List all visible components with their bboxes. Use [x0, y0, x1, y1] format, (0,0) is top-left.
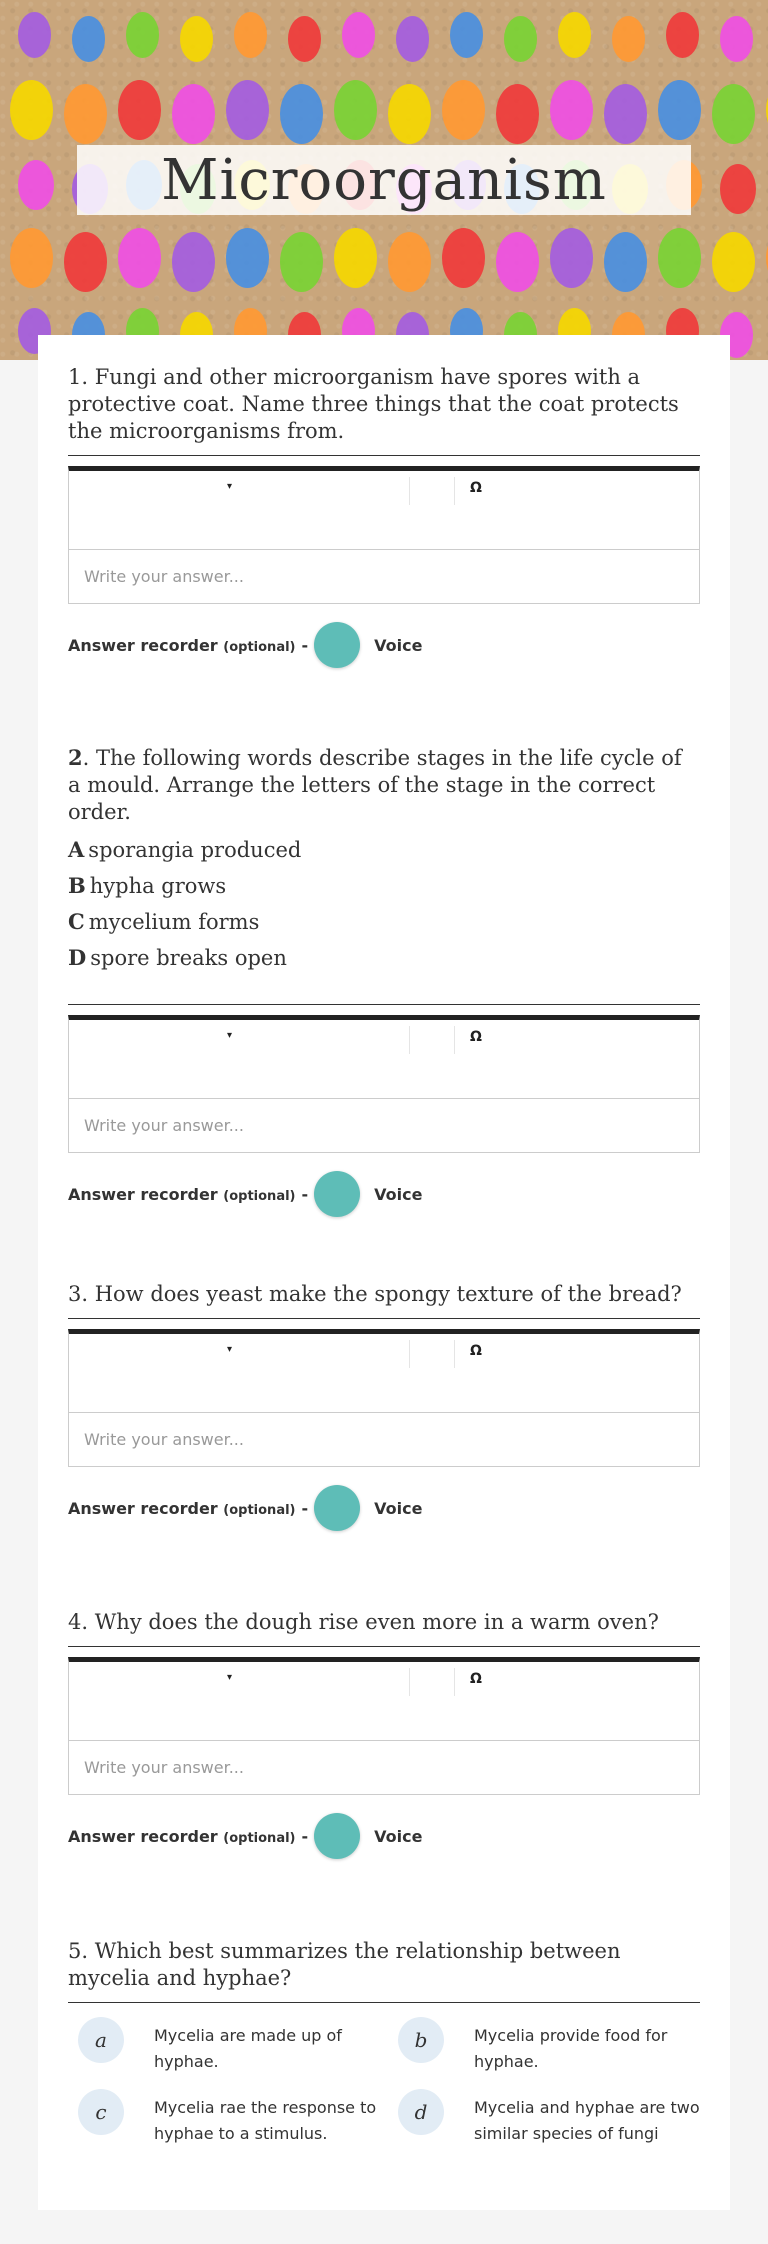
choice-text: Mycelia are made up of hyphae. — [154, 2026, 342, 2071]
question-1 — [68, 364, 700, 668]
banner-dot — [658, 228, 701, 288]
choice-grid — [68, 2017, 700, 2147]
banner-dot — [342, 12, 375, 58]
banner-dot — [550, 80, 593, 140]
recorder-label: Answer recorder (optional) — [68, 1498, 296, 1518]
banner-dot — [226, 228, 269, 288]
banner-dot — [612, 16, 645, 62]
banner-dot — [172, 232, 215, 292]
answer-editor-3[interactable] — [68, 1329, 700, 1467]
dropdown-caret-icon[interactable]: ▾ — [227, 1672, 233, 1683]
recorder-label: Answer recorder (optional) — [68, 1184, 296, 1204]
dropdown-caret-icon[interactable]: ▾ — [227, 1344, 233, 1355]
banner-dot — [280, 84, 323, 144]
choice-letter[interactable]: b — [398, 2017, 444, 2063]
editor-toolbar — [69, 1334, 699, 1372]
banner-dot — [180, 16, 213, 62]
banner-dot — [658, 80, 701, 140]
choice-text: Mycelia provide food for hyphae. — [474, 2026, 668, 2071]
question-3-text: 3. How does yeast make the spongy texture of the bread? — [68, 1281, 700, 1319]
choice-b[interactable] — [388, 2017, 700, 2075]
answer-editor-1[interactable] — [68, 466, 700, 604]
answer-input-1[interactable]: Write your answer... — [69, 549, 699, 603]
banner-dot — [496, 84, 539, 144]
banner-dot — [604, 232, 647, 292]
banner-dot — [720, 16, 753, 62]
stage-option: D spore breaks open — [68, 945, 287, 970]
stage-option: A sporangia produced — [68, 837, 302, 862]
question-5 — [68, 1938, 700, 2147]
stage-option: B hypha grows — [68, 873, 227, 898]
banner-dot — [10, 80, 53, 140]
banner-dot — [72, 16, 105, 62]
page-title: Microorganism — [161, 147, 607, 213]
choice-a[interactable] — [68, 2017, 380, 2075]
question-1-text: 1. Fungi and other microorganism have spores with a protective coat. Name three things that the coat protects the microorganisms from. — [68, 364, 700, 456]
banner-dot — [226, 80, 269, 140]
editor-toolbar — [69, 1662, 699, 1700]
question-2-text: 2. The following words describe stages in the life cycle of a mould. Arrange the letters of the stage in the correct order. — [68, 745, 682, 824]
special-character-icon[interactable]: Ω — [470, 480, 482, 496]
record-button[interactable] — [314, 1171, 360, 1217]
banner-dot — [388, 84, 431, 144]
choice-letter[interactable]: d — [398, 2089, 444, 2135]
answer-editor-4[interactable] — [68, 1657, 700, 1795]
banner-dot — [388, 232, 431, 292]
banner-dot — [18, 160, 54, 210]
banner-dot — [334, 228, 377, 288]
banner-dot — [280, 232, 323, 292]
recorder-label: Answer recorder (optional) — [68, 635, 296, 655]
dropdown-caret-icon[interactable]: ▾ — [227, 481, 233, 492]
banner-dot — [712, 232, 755, 292]
question-2 — [68, 744, 700, 1217]
choice-letter[interactable]: c — [78, 2089, 124, 2135]
question-4 — [68, 1609, 700, 1859]
choice-c[interactable] — [68, 2089, 380, 2147]
answer-recorder-2: Answer recorder (optional) - Voice — [68, 1171, 700, 1217]
banner-dot — [118, 228, 161, 288]
banner-dot — [126, 12, 159, 58]
voice-label: Voice — [374, 1498, 423, 1518]
worksheet-card — [38, 335, 730, 2210]
banner-dot — [720, 164, 756, 214]
voice-label: Voice — [374, 635, 423, 655]
special-character-icon[interactable]: Ω — [470, 1029, 482, 1045]
special-character-icon[interactable]: Ω — [470, 1671, 482, 1687]
recorder-label: Answer recorder (optional) — [68, 1826, 296, 1846]
header-banner — [0, 0, 768, 360]
banner-dot — [288, 16, 321, 62]
record-button[interactable] — [314, 1485, 360, 1531]
answer-recorder-4: Answer recorder (optional) - Voice — [68, 1813, 700, 1859]
banner-dot — [666, 12, 699, 58]
voice-label: Voice — [374, 1184, 423, 1204]
choice-letter[interactable]: a — [78, 2017, 124, 2063]
record-button[interactable] — [314, 1813, 360, 1859]
banner-dot — [10, 228, 53, 288]
voice-label: Voice — [374, 1826, 423, 1846]
banner-dot — [172, 84, 215, 144]
special-character-icon[interactable]: Ω — [470, 1343, 482, 1359]
banner-dot — [504, 16, 537, 62]
banner-dot — [396, 16, 429, 62]
banner-dot — [712, 84, 755, 144]
banner-dot — [496, 232, 539, 292]
choice-d[interactable] — [388, 2089, 700, 2147]
question-4-text: 4. Why does the dough rise even more in a warm oven? — [68, 1609, 700, 1647]
stage-option: C mycelium forms — [68, 909, 260, 934]
answer-input-2[interactable]: Write your answer... — [69, 1098, 699, 1152]
dropdown-caret-icon[interactable]: ▾ — [227, 1030, 233, 1041]
title-box — [77, 145, 691, 215]
banner-dot — [234, 12, 267, 58]
choice-text: Mycelia rae the response to hyphae to a stimulus. — [154, 2098, 377, 2143]
banner-dot — [118, 80, 161, 140]
record-button[interactable] — [314, 622, 360, 668]
banner-dot — [550, 228, 593, 288]
banner-dot — [442, 228, 485, 288]
banner-dot — [64, 232, 107, 292]
answer-input-4[interactable]: Write your answer... — [69, 1740, 699, 1794]
banner-dot — [604, 84, 647, 144]
banner-dot — [18, 12, 51, 58]
question-3 — [68, 1281, 700, 1531]
editor-toolbar — [69, 471, 699, 509]
banner-dot — [334, 80, 377, 140]
banner-dot — [450, 12, 483, 58]
editor-toolbar — [69, 1020, 699, 1058]
answer-recorder-3: Answer recorder (optional) - Voice — [68, 1485, 700, 1531]
choice-text: Mycelia and hyphae are two similar species of fungi — [474, 2098, 700, 2143]
question-5-text: 5. Which best summarizes the relationship between mycelia and hyphae? — [68, 1938, 700, 2003]
banner-dot — [558, 12, 591, 58]
banner-dot — [64, 84, 107, 144]
answer-editor-2[interactable] — [68, 1015, 700, 1153]
answer-input-3[interactable]: Write your answer... — [69, 1412, 699, 1466]
answer-recorder-1: Answer recorder (optional) - Voice — [68, 622, 700, 668]
banner-dot — [442, 80, 485, 140]
stage-list — [68, 832, 700, 976]
